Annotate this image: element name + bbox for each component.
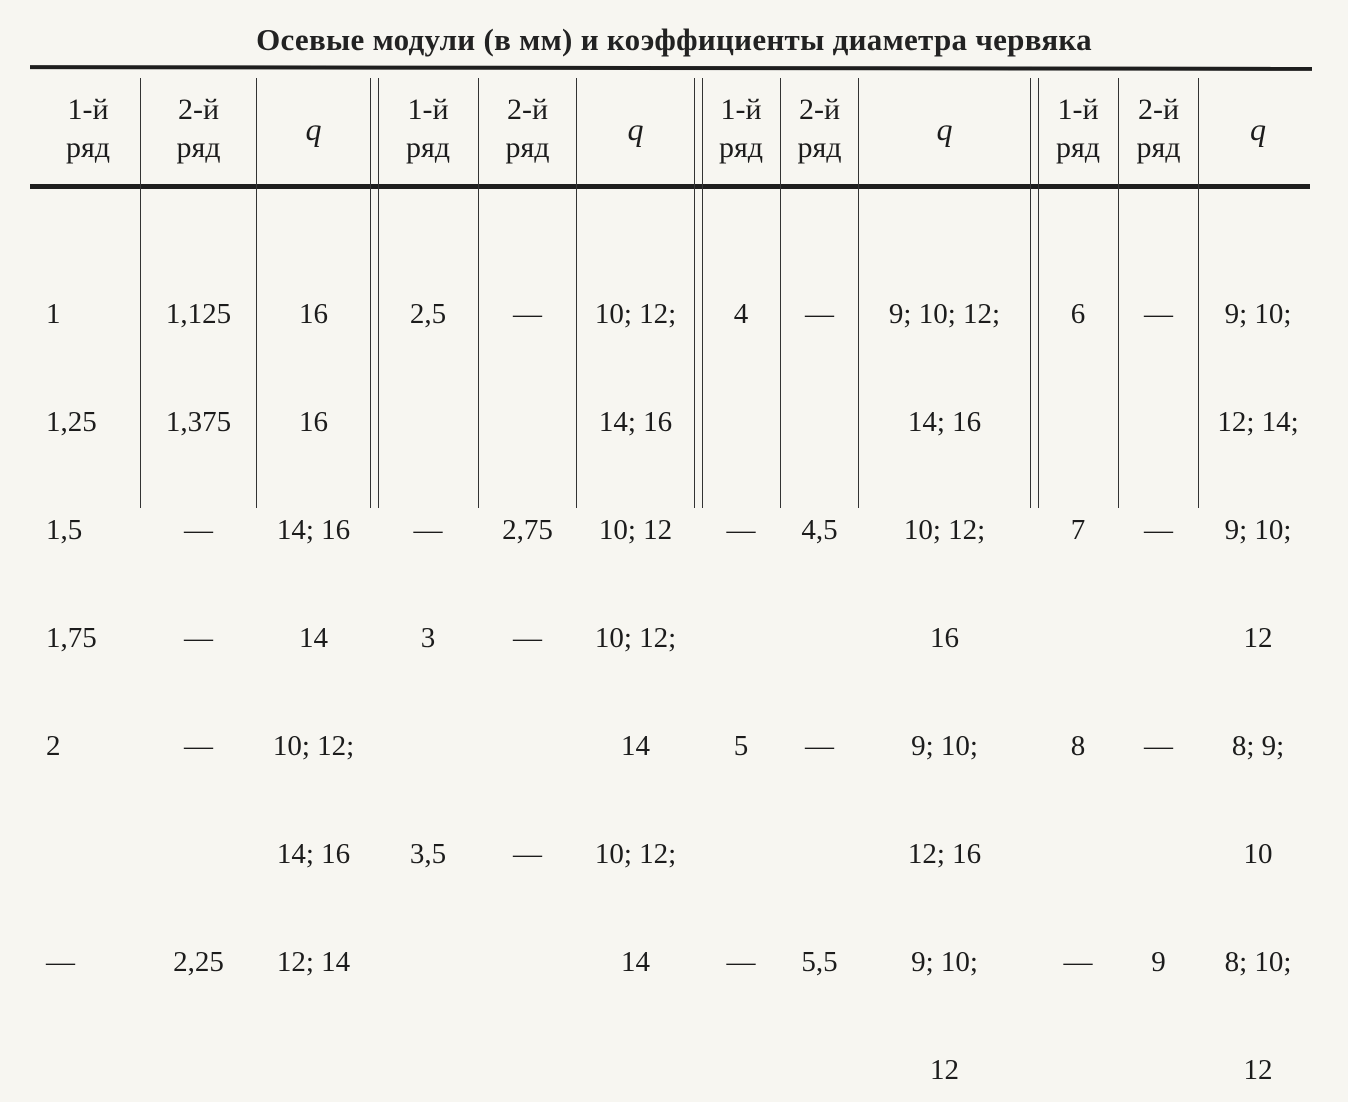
cell — [479, 944, 576, 980]
cell: 10; 12; — [594, 298, 677, 330]
cell: — — [413, 514, 443, 546]
cell: — — [1144, 298, 1173, 330]
cell — [781, 620, 858, 656]
cell — [702, 836, 780, 872]
cell: 12 — [930, 1054, 959, 1086]
cell: 5,5 — [801, 946, 838, 978]
header-q: q — [1250, 111, 1266, 147]
cell: 10; 12; — [594, 622, 677, 654]
cell: 16 — [930, 622, 959, 654]
cell: 16 — [299, 406, 328, 438]
cell — [1038, 836, 1118, 872]
group1-row1-column — [46, 224, 140, 1016]
cell: 10; 12; — [594, 838, 677, 870]
cell — [781, 404, 858, 440]
cell — [1119, 404, 1198, 440]
cell: 10; 12 — [598, 514, 673, 546]
cell: 1,375 — [165, 406, 232, 438]
header-q: q — [305, 111, 322, 147]
cell: 4 — [733, 298, 749, 330]
header-q: q — [936, 111, 953, 147]
cell — [479, 728, 576, 764]
cell — [1119, 836, 1198, 872]
cell: 8; 9; — [1231, 730, 1285, 762]
group4-row1-column — [1038, 224, 1118, 1016]
cell — [378, 944, 478, 980]
cell: 9; 10; — [1224, 298, 1292, 330]
cell: 12 — [1243, 622, 1273, 654]
cell: 2,75 — [502, 514, 553, 546]
table-title: Осевые модули (в мм) и коэффициенты диаметра червяка — [256, 22, 1092, 57]
cell: 10 — [1243, 838, 1273, 870]
cell: 12; 16 — [907, 838, 982, 870]
cell: — — [805, 730, 834, 762]
cell: — — [513, 622, 542, 654]
header-row1: 1-й ряд — [718, 93, 764, 164]
cell: — — [513, 298, 542, 330]
cell: 9; 10; — [911, 946, 978, 978]
cell: 9; 10; — [1224, 514, 1292, 546]
cell: 2,5 — [409, 298, 447, 330]
group4-row2-column — [1119, 224, 1198, 1016]
group4-q-column — [1199, 224, 1317, 1102]
cell — [1038, 620, 1118, 656]
group3-row1-column — [702, 224, 780, 1016]
cell: — — [1144, 730, 1173, 762]
cell: — — [184, 514, 213, 546]
cell: 1,5 — [46, 514, 83, 546]
group2-row1-column — [378, 224, 478, 1016]
cell: — — [726, 514, 756, 546]
cell: — — [46, 946, 75, 978]
cell: — — [1144, 514, 1173, 546]
cell — [1038, 404, 1118, 440]
cell: 10; 12; — [272, 730, 355, 762]
cell — [702, 620, 780, 656]
group3-row2-column — [781, 224, 858, 1016]
cell: 1,125 — [165, 298, 232, 330]
cell — [702, 404, 780, 440]
cell: 3 — [420, 622, 436, 654]
header-row1: 1-й ряд — [65, 93, 111, 164]
cell: 5 — [733, 730, 749, 762]
group3-q-column — [859, 224, 1030, 1102]
cell: 8; 10; — [1224, 946, 1292, 978]
header-row2: 2-й ряд — [505, 93, 550, 164]
cell: 16 — [299, 298, 328, 330]
cell: 1,75 — [46, 622, 97, 654]
cell — [141, 836, 256, 872]
cell: 14; 16 — [598, 406, 673, 438]
cell: 9 — [1151, 946, 1166, 978]
cell: 12 — [1243, 1054, 1273, 1086]
group2-row2-column — [479, 224, 576, 1016]
cell — [479, 404, 576, 440]
cell: — — [184, 622, 213, 654]
header-q: q — [627, 111, 644, 147]
cell: 9; 10; 12; — [888, 298, 1001, 330]
cell: 2 — [46, 730, 61, 762]
cell: — — [1063, 946, 1093, 978]
group1-row2-column — [141, 224, 256, 1016]
cell: 14; 16 — [276, 514, 351, 546]
cell: 7 — [1070, 514, 1086, 546]
cell: — — [726, 946, 756, 978]
cell: 14; 16 — [907, 406, 982, 438]
cell: — — [184, 730, 213, 762]
cell — [46, 836, 140, 872]
header-row1: 1-й ряд — [405, 93, 451, 164]
cell: 8 — [1070, 730, 1086, 762]
cell: — — [513, 838, 542, 870]
cell: 14 — [621, 730, 650, 762]
cell: 2,25 — [173, 946, 224, 978]
cell — [378, 728, 478, 764]
group2-q-column — [577, 224, 694, 1016]
header-row2: 2-й ряд — [797, 93, 842, 164]
cell — [378, 404, 478, 440]
cell: 14 — [299, 622, 328, 654]
cell: 12; 14; — [1217, 406, 1299, 438]
cell — [781, 836, 858, 872]
top-rule — [30, 65, 1312, 71]
cell: 1,25 — [46, 406, 97, 438]
cell: 1 — [46, 298, 61, 330]
cell: 10; 12; — [903, 514, 986, 546]
cell: 14; 16 — [276, 838, 351, 870]
cell: — — [805, 298, 834, 330]
group1-q-column — [257, 224, 370, 1016]
cell — [1119, 620, 1198, 656]
cell: 6 — [1070, 298, 1086, 330]
header-row2: 2-й ряд — [176, 93, 221, 164]
cell: 14 — [621, 946, 650, 978]
header-row1: 1-й ряд — [1055, 93, 1101, 164]
cell: 12; 14 — [276, 946, 351, 978]
cell: 4,5 — [801, 514, 838, 546]
cell: 3,5 — [409, 838, 447, 870]
cell: 9; 10; — [911, 730, 978, 762]
header-row2: 2-й ряд — [1136, 93, 1181, 164]
